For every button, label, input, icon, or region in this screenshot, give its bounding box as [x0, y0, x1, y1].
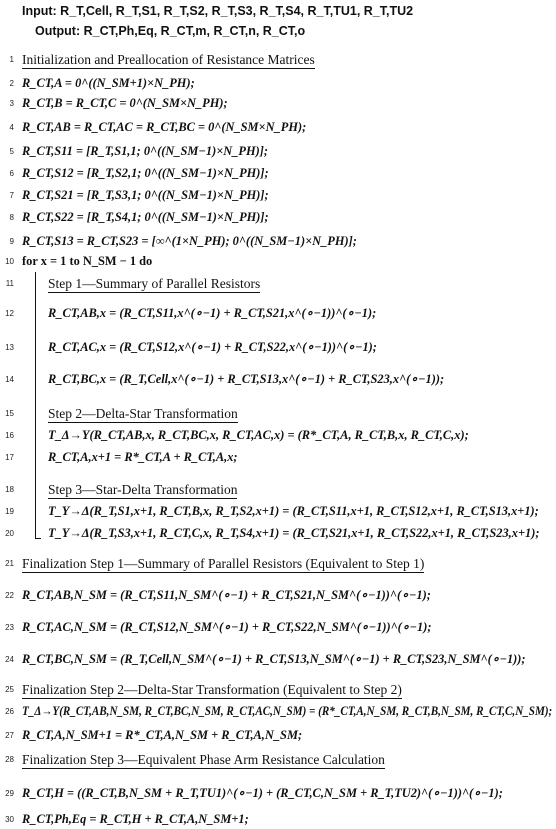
line-number: 28 — [5, 755, 14, 764]
for-loop-header: for x = 1 to N_SM − 1 do — [22, 254, 153, 268]
line-number: 21 — [5, 559, 14, 568]
formula-line: R_CT,A,x+1 = R*_CT,A + R_CT,A,x; — [48, 450, 238, 464]
line-number: 17 — [5, 453, 14, 462]
line-number: 25 — [5, 685, 14, 694]
formula-line: R_CT,H = ((R_CT,B,N_SM + R_T,TU1)^(∘−1) + (R_CT,C,N_SM + R_T,TU2)^(∘−1))^(∘−1); — [22, 786, 503, 800]
loop-body-bar-end — [35, 538, 41, 539]
line-number: 12 — [5, 309, 14, 318]
line-number: 4 — [9, 123, 14, 132]
formula-line: R_CT,AB,N_SM = (R_CT,S11,N_SM^(∘−1) + R_CT,S21,N_SM^(∘−1))^(∘−1); — [22, 588, 431, 602]
formula-line: T_Y→Δ(R_T,S1,x+1, R_CT,B,x, R_T,S2,x+1) = (R_CT,S11,x+1, R_CT,S12,x+1, R_CT,S13,x+1); — [48, 504, 539, 518]
formula-line: T_Δ→Y(R_CT,AB,x, R_CT,BC,x, R_CT,AC,x) = (R*_CT,A, R_CT,B,x, R_CT,C,x); — [48, 428, 469, 442]
line-number: 20 — [5, 529, 14, 538]
line-number: 27 — [5, 731, 14, 740]
line-number: 15 — [5, 409, 14, 418]
formula-line: R_CT,A,N_SM+1 = R*_CT,A,N_SM + R_CT,A,N_SM; — [22, 728, 303, 742]
line-number: 8 — [9, 213, 14, 222]
formula-line: R_CT,S13 = R_CT,S23 = [∞^(1×N_PH); 0^((N_SM−1)×N_PH)]; — [22, 234, 357, 248]
formula-line: R_CT,S12 = [R_T,S2,1; 0^((N_SM−1)×N_PH)]; — [22, 166, 269, 180]
line-number: 5 — [9, 147, 14, 156]
line-number: 1 — [9, 55, 14, 64]
line-number: 10 — [5, 257, 14, 266]
formula-line: R_CT,AC,N_SM = (R_CT,S12,N_SM^(∘−1) + R_CT,S22,N_SM^(∘−1))^(∘−1); — [22, 620, 432, 634]
line-number: 11 — [5, 279, 14, 288]
line-number: 29 — [5, 789, 14, 798]
line-number: 24 — [5, 655, 14, 664]
line-number: 26 — [5, 707, 14, 716]
formula-line: R_CT,BC,N_SM = (R_T,Cell,N_SM^(∘−1) + R_CT,S13,N_SM^(∘−1) + R_CT,S23,N_SM^(∘−1)); — [22, 652, 526, 666]
line-number: 6 — [9, 169, 14, 178]
section-heading: Step 1—Summary of Parallel Resistors — [48, 276, 261, 291]
section-heading: Step 2—Delta-Star Transformation — [48, 406, 238, 421]
line-number: 7 — [9, 191, 14, 200]
algorithm-input-line: Input: R_T,Cell, R_T,S1, R_T,S2, R_T,S3, R_T,S4, R_T,TU1, R_T,TU2 — [22, 4, 414, 18]
formula-line: R_CT,B = R_CT,C = 0^(N_SM×N_PH); — [22, 96, 228, 110]
line-number: 14 — [5, 375, 14, 384]
loop-body-bar — [35, 272, 36, 538]
line-number: 30 — [5, 815, 14, 824]
formula-line: R_CT,Ph,Eq = R_CT,H + R_CT,A,N_SM+1; — [22, 812, 249, 826]
formula-line: T_Y→Δ(R_T,S3,x+1, R_CT,C,x, R_T,S4,x+1) = (R_CT,S21,x+1, R_CT,S22,x+1, R_CT,S23,x+1); — [48, 526, 540, 540]
line-number: 13 — [5, 343, 14, 352]
line-number: 16 — [5, 431, 14, 440]
formula-line: R_CT,S11 = [R_T,S1,1; 0^((N_SM−1)×N_PH)]; — [22, 144, 269, 158]
line-number: 19 — [5, 507, 14, 516]
formula-line: R_CT,BC,x = (R_T,Cell,x^(∘−1) + R_CT,S13,x^(∘−1) + R_CT,S23,x^(∘−1)); — [48, 372, 445, 386]
line-number: 3 — [9, 99, 14, 108]
section-heading: Finalization Step 2—Delta-Star Transformation (Equivalent to Step 2) — [22, 682, 402, 697]
formula-line: R_CT,AC,x = (R_CT,S12,x^(∘−1) + R_CT,S22,x^(∘−1))^(∘−1); — [48, 340, 377, 354]
section-heading: Finalization Step 3—Equivalent Phase Arm Resistance Calculation — [22, 752, 385, 767]
line-number: 23 — [5, 623, 14, 632]
formula-line: R_CT,AB,x = (R_CT,S11,x^(∘−1) + R_CT,S21,x^(∘−1))^(∘−1); — [48, 306, 377, 320]
line-number: 9 — [9, 237, 14, 246]
section-heading: Initialization and Preallocation of Resistance Matrices — [22, 52, 315, 67]
line-number: 18 — [5, 485, 14, 494]
section-heading: Finalization Step 1—Summary of Parallel Resistors (Equivalent to Step 1) — [22, 556, 425, 571]
formula-line: R_CT,AB = R_CT,AC = R_CT,BC = 0^(N_SM×N_PH); — [22, 120, 307, 134]
formula-line: R_CT,S21 = [R_T,S3,1; 0^((N_SM−1)×N_PH)]; — [22, 188, 269, 202]
formula-line: R_CT,A = 0^((N_SM+1)×N_PH); — [22, 76, 195, 90]
section-heading: Step 3—Star-Delta Transformation — [48, 482, 238, 497]
line-number: 22 — [5, 591, 14, 600]
algorithm-output-line: Output: R_CT,Ph,Eq, R_CT,m, R_CT,n, R_CT,o — [35, 24, 306, 38]
formula-line: R_CT,S22 = [R_T,S4,1; 0^((N_SM−1)×N_PH)]; — [22, 210, 269, 224]
formula-line: T_Δ→Y(R_CT,AB,N_SM, R_CT,BC,N_SM, R_CT,AC,N_SM) = (R*_CT,A,N_SM, R_CT,B,N_SM, R_CT,C,N_SM); — [22, 704, 553, 718]
line-number: 2 — [9, 79, 14, 88]
